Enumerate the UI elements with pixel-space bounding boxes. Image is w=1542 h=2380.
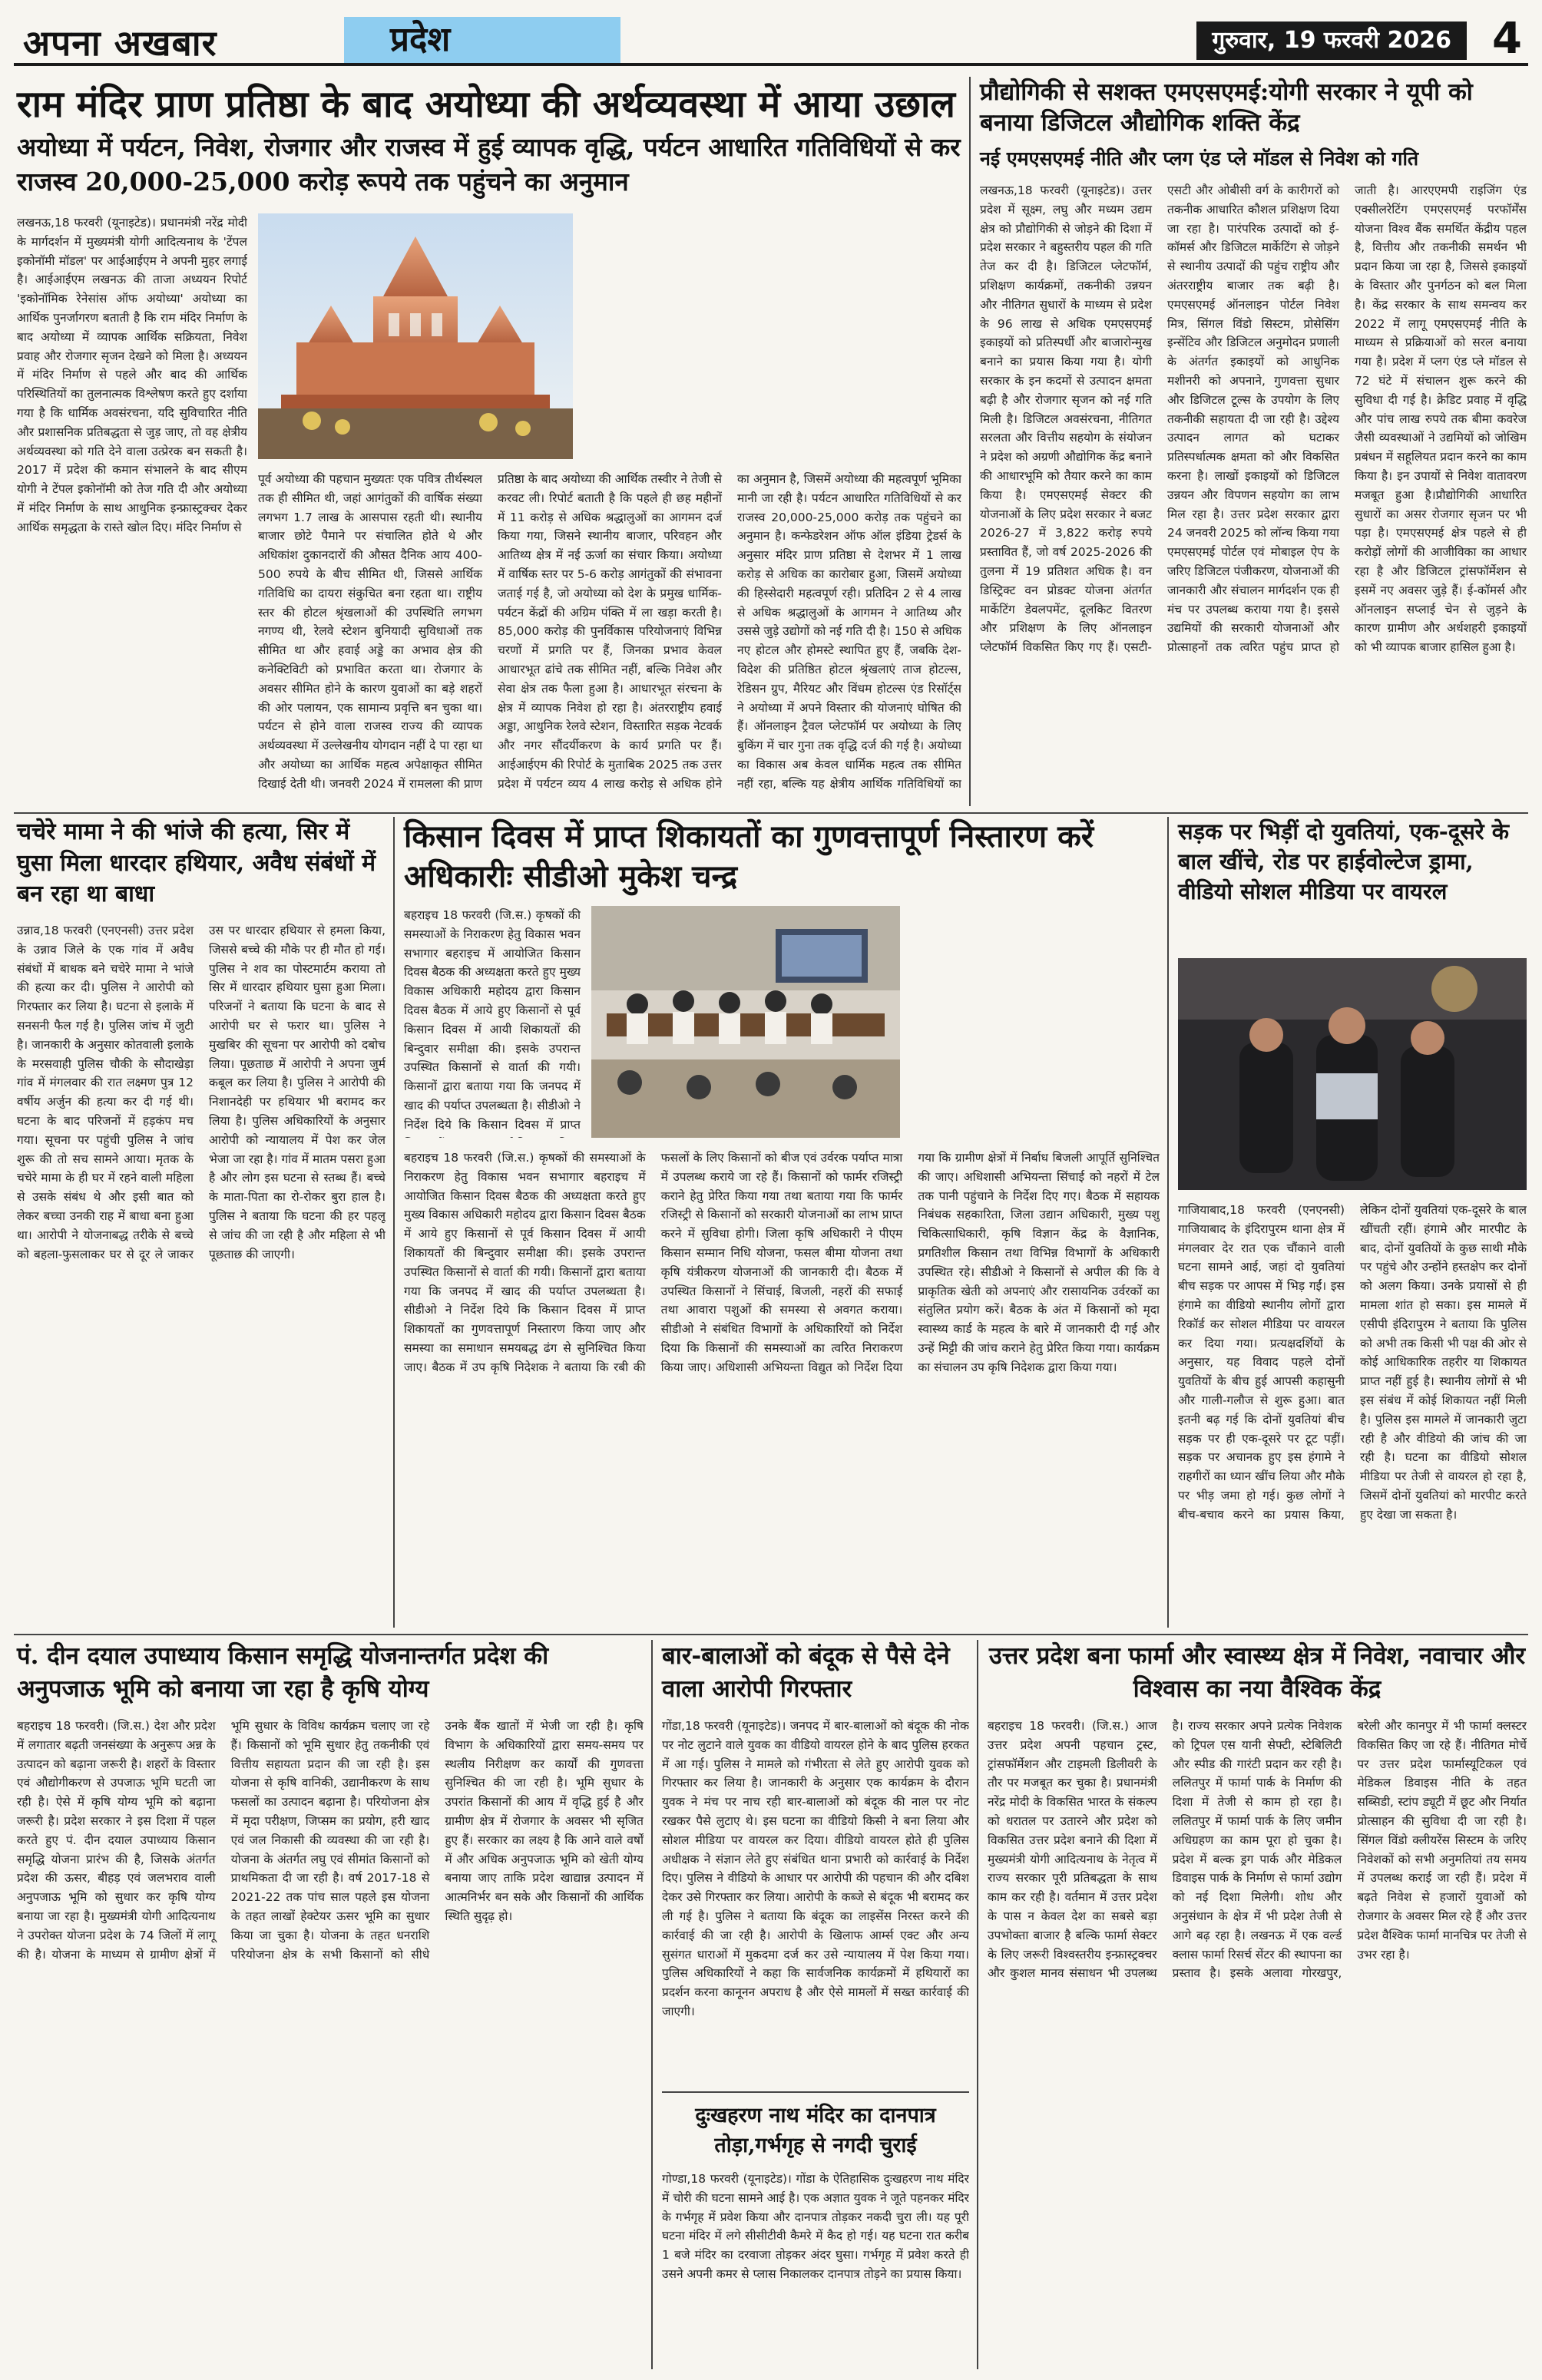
story4-body-lead: बहराइच 18 फरवरी (जि.स.) कृषकों की समस्याओं के निराकरण हेतु विकास भवन सभागार बहराइच में आयोजित किसान दिवस बैठक की अध्यक्षता करते हुए मुख्य विकास अधिकारी महोदय द्वारा किसान दिवस बैठक में आये हुए किसानों से पूर्व किसान दिवस में आयी शिकायतों की बिन्दुवार समीक्षा की। इसके उपरान्त उपस्थित किसानों से वार्ता की गयी। किसानों द्वारा बताया गया कि जनपद में खाद की पर्याप्त उपलब्धता है। सीडीओ ने निर्देश दिये कि किसान दिवस में प्राप्त <box>404 908 581 1132</box>
road-fight-photo <box>1178 958 1527 1190</box>
story5-body: गाजियाबाद,18 फरवरी (एनएनसी) गाजियाबाद के इंदिरापुरम थाना क्षेत्र में मंगलवार देर रात एक चौंकाने वाली घटना सामने आई, जहां दो युवतियां बीच सड़क पर आपस में भिड़ गईं। इस हंगामे का वीडियो स्थानीय लोगों द्वारा रिकॉर्ड कर सोशल मीडिया पर वायरल कर दिया गया। प्रत्यक्षदर्शियों के अनुसार, यह विवाद पहले दोनों युवतियों के बीच हुई आपसी कहासुनी और गाली-गलौज से शुरू हुआ। बात इतनी बढ़ गई कि दोनों युवतियां बीच सड़क पर ही एक-दूसरे पर टूट पड़ीं। सड़क पर अचानक हुए इस हंगामे ने राहगीरों का ध्यान खींच लिया और मौके पर भीड़ जमा हो गई। कुछ लोगों ने बीच-बचाव करने का प्रयास किया, लेकिन दोनों युवतियां एक-दूसरे के बाल खींचती रहीं। हंगामे और मारपीट के बाद, दोनों युवतियों के कुछ साथी मौके पर पहुंचे और उन्होंने हस्तक्षेप कर दोनों को अलग किया। उनके प्रयासों से ही मामला शांत हो सका। इस मामले में एसीपी इंदिरापुरम ने बताया कि पुलिस को अभी तक किसी भी पक्ष की ओर से कोई आधिकारिक तहरीर या शिकायत प्राप्त नहीं हुई है। स्थानीय लोगों से भी इस संबंध में कोई शिकायत नहीं मिली है। पुलिस इस मामले में जानकारी जुटा रही है और वीडियो की जांच की जा रही है। घटना का वीडियो सोशल मीडिया पर तेजी से वायरल हो रहा है, जिसमें दोनों युवतियां को मारपीट करते हुए देखा जा सकता है। <box>1178 1203 1527 1522</box>
story6-body: बहराइच 18 फरवरी। (जि.स.) देश और प्रदेश में लगातार बढ़ती जनसंख्या के अनुरूप अन्न के उत्पादन को बढ़ाना जरूरी है। शहरों के विस्तार एवं औद्योगीकरण से उपजाऊ भूमि घटती जा रही है। ऐसे में कृषि योग्य भूमि को बढ़ाना जरूरी है। प्रदेश सरकार ने इस दिशा में पहल करते हुए पं. दीन दयाल उपाध्याय किसान समृद्धि योजना प्रारंभ की है, जिसके अंतर्गत प्रदेश की ऊसर, बीहड़ एवं जलभराव वाली अनुपजाऊ भूमि को सुधार कर कृषि योग्य बनाया जा रहा है। मुख्यमंत्री योगी आदित्यनाथ ने उपरोक्त योजना प्रदेश के 74 जिलों में लागू की है। योजना के माध्यम से ग्रामीण क्षेत्रों में भूमि सुधार के विविध कार्यक्रम चलाए जा रहे हैं। किसानों को भूमि सुधार हेतु तकनीकी एवं वित्तीय सहायता प्रदान की जा रही है। इस योजना से कृषि वानिकी, उद्यानीकरण के साथ फसलों का उत्पादन बढ़ाना है। परियोजना क्षेत्र में मृदा परीक्षण, जिप्सम का प्रयोग, हरी खाद एवं जल निकासी की व्यवस्था की जा रही है। योजना के अंतर्गत लघु एवं सीमांत किसानों को प्राथमिकता दी जा रही है। वर्ष 2017-18 से 2021-22 तक पांच साल पहले इस योजना के तहत लाखों हेक्टेयर ऊसर भूमि का सुधार किया जा चुका है। योजना के तहत धनराशि परियोजना क्षेत्र के सभी किसानों को सीधे उनके बैंक खातों में भेजी जा रही है। कृषि विभाग के अधिकारियों द्वारा समय-समय पर स्थलीय निरीक्षण कर कार्यों की गुणवत्ता सुनिश्चित की जा रही है। भूमि सुधार के उपरांत किसानों की आय में वृद्धि हुई है और ग्रामीण क्षेत्र में रोजगार के अवसर भी सृजित हुए हैं। सरकार का लक्ष्य है कि आने वाले वर्षों में और अधिक अनुपजाऊ भूमि को खेती योग्य बनाया जाए ताकि प्रदेश खाद्यान्न उत्पादन में आत्मनिर्भर बन सके और किसानों की आर्थिक स्थिति सुदृढ़ हो। <box>17 1719 644 1962</box>
ram-temple-illustration <box>258 213 573 459</box>
issue-date: गुरुवार, 19 फरवरी 2026 <box>1196 21 1467 60</box>
ram-temple-photo <box>258 213 573 459</box>
story1-headline: राम मंदिर प्राण प्रतिष्ठा के बाद अयोध्या की अर्थव्यवस्था में आया उछाल <box>17 83 955 126</box>
story2-headline: प्रौद्योगिकी से सशक्त एमएसएमई:योगी सरकार ने यूपी को बनाया डिजिटल औद्योगिक शक्ति केंद्र <box>980 78 1473 137</box>
column-divider <box>393 817 395 1628</box>
meeting-photo <box>591 906 900 1138</box>
story8-headline: दुःखहरण नाथ मंदिर का दानपात्र तोड़ा,गर्भगृह से नगदी चुराई <box>695 2104 936 2158</box>
story3-body: उन्नाव,18 फरवरी (एनएनसी) उत्तर प्रदेश के उन्नाव जिले के एक गांव में अवैध संबंधों में बाधक बने चचेरे मामा ने भांजे की हत्या कर दी। पुलिस ने आरोपी को गिरफ्तार कर लिया है। घटना से इलाके में सनसनी फैल गई है। पुलिस जांच में जुटी है। जानकारी के अनुसार कोतवाली इलाके के मरसवाही पुलिस चौकी के सौदाखेड़ा गांव में मंगलवार की रात लक्ष्मण पुत्र 12 वर्षीय अर्जुन की हत्या कर दी गई थी। घटना के बाद परिजनों में हड़कंप मच गया। सूचना पर पहुंची पुलिस ने जांच शुरू की तो सच सामने आया। मृतक के चचेरे मामा के ही घर में रहने वाली महिला से उसके संबंध थे और इसी बात को लेकर बच्चा उनकी राह में बाधा बना हुआ था। आरोपी ने योजनाबद्ध तरीके से बच्चे को बहला-फुसलाकर घर से दूर ले जाकर उस पर धारदार हथियार से हमला किया, जिससे बच्चे की मौके पर ही मौत हो गई। पुलिस ने शव का पोस्टमार्टम कराया तो सिर में धारदार हथियार घुसा हुआ मिला। परिजनों ने बताया कि घटना के बाद से आरोपी घर से फरार था। पुलिस ने मुखबिर की सूचना पर आरोपी को दबोच लिया। पूछताछ में आरोपी ने अपना जुर्म कबूल कर लिया है। पुलिस ने आरोपी की निशानदेही पर हथियार भी बरामद कर लिया है। पुलिस अधिकारियों के अनुसार आरोपी को न्यायालय में पेश कर जेल भेजा जा रहा है। गांव में मातम पसरा हुआ है और लोग इस घटना से स्तब्ध हैं। बच्चे के माता-पिता का रो-रोकर बुरा हाल है। पुलिस ने बताया कि घटना की हर पहलू से जांच की जा रही है और महिला से भी पूछताछ की जाएगी। <box>17 924 386 1261</box>
story9-headline: उत्तर प्रदेश बना फार्मा और स्वास्थ्य क्षेत्र में निवेश, नवाचार और विश्वास का नया वैश्विक केंद्र <box>988 1642 1526 1704</box>
story-divider <box>662 2091 969 2093</box>
road-fight-illustration <box>1178 958 1527 1190</box>
column-divider <box>969 77 971 806</box>
story2-body: लखनऊ,18 फरवरी (यूनाइटेड)। उत्तर प्रदेश में सूक्ष्म, लघु और मध्यम उद्यम क्षेत्र को प्रौद्योगिकी से जोड़ने की दिशा में प्रदेश सरकार ने बहुस्तरीय पहल की गति तेज कर दी है। डिजिटल प्लेटफॉर्म, प्रशिक्षण कार्यक्रमों, तकनीकी उन्नयन और नीतिगत सुधारों के माध्यम से प्रदेश के 96 लाख से अधिक एमएसएमई इकाइयों को प्रतिस्पर्धी और बाजारोन्मुख बनाने का प्रयास किया गया है। योगी सरकार के इन कदमों से उत्पादन क्षमता बढ़ी है और रोजगार सृजन को नई गति मिली है। डिजिटल अवसंरचना, नीतिगत सरलता और वित्तीय सहयोग के संयोजन ने प्रदेश को अग्रणी औद्योगिक केंद्र बनाने की आधारभूमि को तैयार करने का काम किया है। एमएसएमई सेक्टर की योजनाओं के लिए प्रदेश सरकार ने बजट 2026-27 में 3,822 करोड़ रुपये प्रस्तावित हैं, जो वर्ष 2025-2026 की तुलना में 19 प्रतिशत अधिक है। वन डिस्ट्रिक्ट वन प्रोडक्ट योजना अंतर्गत मार्केटिंग डेवलपमेंट, दूलकिट वितरण और प्रशिक्षण के लिए ऑनलाइन प्लेटफॉर्म विकसित किए गए हैं। एसटी-एसटी और ओबीसी वर्ग के कारीगरों को तकनीक आधारित कौशल प्रशिक्षण दिया जा रहा है। पारंपरिक उत्पादों को ई-कॉमर्स और डिजिटल मार्केटिंग से जोड़ने से स्थानीय उत्पादों की पहुंच राष्ट्रीय और अंतरराष्ट्रीय बाजार तक बढ़ी है। एमएसएमई ऑनलाइन पोर्टल निवेश मित्र, सिंगल विंडो सिस्टम, प्रोसेसिंग इन्सेंटिव और डिजिटल अनुमोदन प्रणाली के अंतर्गत इकाइयों को आधुनिक मशीनरी को अपनाने, गुणवत्ता सुधार और डिजिटल टूल्स के उपयोग के लिए तकनीकी सहायता दी जा रही है। उद्देश्य उत्पादन लागत को घटाकर प्रतिस्पर्धात्मक क्षमता को और विकसित करना है। लाखों इकाइयों को डिजिटल उन्नयन और विपणन सहयोग का लाभ मिल रहा है। उत्तर प्रदेश सरकार द्वारा 24 जनवरी 2025 को लॉन्च किया गया एमएसएमई पोर्टल एवं मोबाइल ऐप के जरिए डिजिटल पंजीकरण, योजनाओं की जानकारी और संचालन मार्गदर्शन एक ही मंच पर उपलब्ध कराया गया है। इससे उद्यमियों की सरकारी योजनाओं और प्रोत्साहनों तक त्वरित पहुंच प्राप्त हो जाती है। आरएएमपी राइजिंग एंड एक्सीलरेटिंग एमएसएमई परफॉर्मेंस योजना विश्व बैंक समर्थित केंद्रीय पहल है, वित्तीय और तकनीकी समर्थन भी प्रदान किया जा रहा है, जिससे इकाइयों के विस्तार और पुनर्गठन को बल मिला है। केंद्र सरकार के साथ समन्वय कर 2022 में लागू एमएसएमई नीति के माध्यम से प्रक्रियाओं को सरल बनाया गया है। प्रदेश में प्लग एंड प्ले मॉडल से 72 घंटे में संचालन शुरू करने की सुविधा दी गई है। क्रेडिट प्रवाह में वृद्धि और पांच लाख रुपये तक बीमा कवरेज जैसी व्यवस्थाओं ने उद्यमियों को जोखिम प्रबंधन में सहूलियत प्रदान करने का काम किया है। इन उपायों से निवेश वातावरण मजबूत हुआ है।प्रौद्योगिकी आधारित सुधारों का असर रोजगार सृजन पर भी पड़ा है। एमएसएमई क्षेत्र पहले से ही करोड़ों लोगों की आजीविका का आधार रहा है और डिजिटल ट्रांसफॉर्मेशन से इसमें नए अवसर जुड़े हैं। ई-कॉमर्स और ऑनलाइन सप्लाई चेन से जुड़ने के कारण ग्रामीण और अर्धशहरी इकाइयों को भी व्यापक बाजार हासिल हुआ है। <box>980 183 1527 655</box>
column-divider <box>977 1640 978 2369</box>
section-divider <box>14 1634 1528 1635</box>
story1-lead: लखनऊ,18 फरवरी (यूनाइटेड)। प्रधानमंत्री नरेंद्र मोदी के मार्गदर्शन में मुख्यमंत्री योगी आदित्यनाथ के 'टेंपल इकोनॉमी मॉडल' पर आईआईएम ने अपनी मुहर लगाई है। आईआईएम लखनऊ की ताजा अध्ययन रिपोर्ट 'इकोनॉमिक रेनेसांस ऑफ अयोध्या' अयोध्या का आर्थिक पुनर्जागरण बताती है कि राम मंदिर निर्माण के बाद अयोध्या में व्यापक आर्थिक सक्रियता, निवेश प्रवाह और रोजगार सृजन देखने को मिला है। अध्ययन में मंदिर निर्माण से पहले और बाद की आर्थिक परिस्थितियों का तुलनात्मक विश्लेषण करते हुए दर्शाया गया है कि धार्मिक अवसंरचना, यदि सुविचारित नीति और प्रशासनिक प्रतिबद्धता से जुड़ जाए, तो वह क्षेत्रीय अर्थव्यवस्था को गति देने वाला उत्प्रेरक बन सकती है। 2017 में प्रदेश की कमान संभालने के बाद सीएम योगी ने टेंपल इकोनॉमी को तेज गति दी और अयोध्या में मंदिर निर्माण के साथ आधुनिक इन्फ्रास्ट्रक्चर देकर आर्थिक समृद्धता के रास्ते खोल दिए। मंदिर निर्माण से <box>17 216 247 534</box>
story4-body: बहराइच 18 फरवरी (जि.स.) कृषकों की समस्याओं के निराकरण हेतु विकास भवन सभागार बहराइच में आयोजित किसान दिवस बैठक की अध्यक्षता करते हुए मुख्य विकास अधिकारी महोदय द्वारा किसान दिवस बैठक में आये हुए किसानों से पूर्व किसान दिवस में आयी शिकायतों की बिन्दुवार समीक्षा की। इसके उपरान्त उपस्थित किसानों से वार्ता की गयी। किसानों द्वारा बताया गया कि जनपद में खाद की पर्याप्त उपलब्धता है। सीडीओ ने निर्देश दिये कि किसान दिवस में प्राप्त शिकायतों का गुणवत्तापूर्ण निस्तारण किया जाए और समस्या का समाधान समयबद्ध ढंग से सुनिश्चित किया जाए। बैठक में उप कृषि निदेशक ने बताया कि रबी की फसलों के लिए किसानों को बीज एवं उर्वरक पर्याप्त मात्रा में उपलब्ध कराये जा रहे हैं। किसानों को फार्मर रजिस्ट्री कराने हेतु प्रेरित किया गया तथा बताया गया कि फार्मर रजिस्ट्री से किसानों को सरकारी योजनाओं का लाभ प्राप्त करने में सुविधा होगी। जिला कृषि अधिकारी ने पीएम किसान सम्मान निधि योजना, फसल बीमा योजना तथा कृषि यंत्रीकरण योजनाओं की जानकारी दी। बैठक में उपस्थित किसानों ने सिंचाई, बिजली, नहरों की सफाई तथा आवारा पशुओं की समस्या से अवगत कराया। सीडीओ ने संबंधित विभागों के अधिकारियों को निर्देश दिया कि किसानों की समस्याओं का त्वरित निराकरण किया जाए। अधिशासी अभियन्ता विद्युत को निर्देश दिया गया कि ग्रामीण क्षेत्रों में निर्बाध बिजली आपूर्ति सुनिश्चित की जाए। अधिशासी अभियन्ता सिंचाई को नहरों में टेल तक पानी पहुंचाने के निर्देश दिए गए। बैठक में सहायक निबंधक सहकारिता, जिला उद्यान अधिकारी, मुख्य पशु चिकित्साधिकारी, कृषि विज्ञान केंद्र के वैज्ञानिक, प्रगतिशील किसान तथा विभिन्न विभागों के अधिकारी उपस्थित रहे। सीडीओ ने किसानों से अपील की कि वे प्राकृतिक खेती को अपनाएं और रासायनिक उर्वरकों का संतुलित प्रयोग करें। बैठक के अंत में किसानों को मृदा स्वास्थ्य कार्ड के महत्व के बारे में जानकारी दी गई और उन्हें मिट्टी की जांच कराने हेतु प्रेरित किया गया। कार्यक्रम का संचालन उप कृषि निदेशक द्वारा किया गया। <box>404 1151 1160 1374</box>
page-number: 4 <box>1492 14 1522 64</box>
section-label: प्रदेश <box>344 17 620 63</box>
column-divider <box>1167 817 1169 1628</box>
story1-body: पूर्व अयोध्या की पहचान मुख्यतः एक पवित्र तीर्थस्थल तक ही सीमित थी, जहां आगंतुकों की वार्षिक संख्या लगभग 1.7 लाख के आसपास रहती थी। स्थानीय बाजार छोटे पैमाने पर संचालित होते थे और अधिकांश दुकानदारों की औसत दैनिक आय 400-500 रुपये के बीच सीमित थी, जिससे आर्थिक गतिविधि का दायरा संकुचित बना रहता था। राष्ट्रीय स्तर की होटल श्रृंखलाओं की उपस्थिति लगभग नगण्य थी, रेलवे स्टेशन बुनियादी सुविधाओं तक सीमित था और हवाई अड्डे का अभाव क्षेत्र की कनेक्टिविटी को प्रभावित करता था। रोजगार के अवसर सीमित होने के कारण युवाओं का बड़े शहरों की ओर पलायन, एक सामान्य प्रवृत्ति बन चुका था। पर्यटन से होने वाला राजस्व राज्य की व्यापक अर्थव्यवस्था में उल्लेखनीय योगदान नहीं दे पा रहा था और अयोध्या का आर्थिक महत्व अपेक्षाकृत सीमित दिखाई देती थी। जनवरी 2024 में रामलला की प्राण प्रतिष्ठा के बाद अयोध्या की आर्थिक तस्वीर ने तेजी से करवट ली। रिपोर्ट बताती है कि पहले ही छह महीनों में 11 करोड़ से अधिक श्रद्धालुओं का आगमन दर्ज किया गया, जिसने स्थानीय बाजार, परिवहन और आतिथ्य क्षेत्र में नई ऊर्जा का संचार किया। अयोध्या में वार्षिक स्तर पर 5-6 करोड़ आगंतुकों की संभावना जताई गई है, जो अयोध्या को देश के प्रमुख धार्मिक-पर्यटन केंद्रों की अग्रिम पंक्ति में ला खड़ा करती है। 85,000 करोड़ की पुनर्विकास परियोजनाएं विभिन्न चरणों में प्रगति पर हैं, जिनका प्रभाव केवल आधारभूत ढांचे तक सीमित नहीं, बल्कि निवेश और सेवा क्षेत्र तक फैला हुआ है। आधारभूत संरचना के क्षेत्र में व्यापक निवेश हो रहा है। अंतरराष्ट्रीय हवाई अड्डा, आधुनिक रेलवे स्टेशन, विस्तारित सड़क नेटवर्क और नगर सौंदर्यीकरण के कार्य प्रगति पर हैं। आईआईएम की रिपोर्ट के मुताबिक 2025 तक उत्तर प्रदेश में पर्यटन व्यय 4 लाख करोड़ से अधिक होने का अनुमान है, जिसमें अयोध्या की महत्वपूर्ण भूमिका मानी जा रही है। पर्यटन आधारित गतिविधियों से कर राजस्व 20,000-25,000 करोड़ तक पहुंचने का अनुमान है। कन्फेडरेशन ऑफ ऑल इंडिया ट्रेडर्स के अनुसार मंदिर प्राण प्रतिष्ठा से देशभर में 1 लाख करोड़ से अधिक का कारोबार हुआ, जिसमें अयोध्या की हिस्सेदारी महत्वपूर्ण रही। प्रतिदिन 2 से 4 लाख से अधिक श्रद्धालुओं के आगमन ने आतिथ्य और उससे जुड़े उद्योगों को नई गति दी है। 150 से अधिक नए होटल और होमस्टे स्थापित हुए हैं, जबकि देश-विदेश की प्रतिष्ठित होटल श्रृंखलाएं ताज होटल्स, रेडिसन ग्रुप, मैरियट और विंधम होटल्स एंड रिसॉर्ट्स ने अयोध्या में अपने विस्तार की योजनाएं घोषित की हैं। ऑनलाइन ट्रैवल प्लेटफॉर्म पर अयोध्या के लिए बुकिंग में चार गुना तक वृद्धि दर्ज की गई है। अयोध्या का विकास अब केवल धार्मिक महत्व तक सीमित नहीं रहा, बल्कि यह क्षेत्रीय आर्थिक गतिविधियों का <box>258 472 961 791</box>
story1-subhead: अयोध्या में पर्यटन, निवेश, रोजगार और राजस्व में हुई व्यापक वृद्धि, पर्यटन आधारित गतिविधियों से कर राजस्व 20,000-25,000 करोड़ रूपये तक पहुंचने का अनुमान <box>17 132 961 197</box>
section-divider <box>14 812 1528 814</box>
meeting-illustration <box>591 906 900 1138</box>
story6-headline: पं. दीन दयाल उपाध्याय किसान समृद्धि योजनान्तर्गत प्रदेश की अनुपजाऊ भूमि को बनाया जा रहा है कृषि योग्य <box>17 1642 549 1704</box>
story4-headline: किसान दिवस में प्राप्त शिकायतों का गुणवत्तापूर्ण निस्तारण करें अधिकारीः सीडीओ मुकेश चन्द्र <box>404 818 1094 894</box>
story8-body: गोण्डा,18 फरवरी (यूनाइटेड)। गोंडा के ऐतिहासिक दुःखहरण नाथ मंदिर में चोरी की घटना सामने आई है। एक अज्ञात युवक ने जूते पहनकर मंदिर के गर्भगृह में प्रवेश किया और दानपात्र तोड़कर नकदी चुरा ली। यह पूरी घटना मंदिर में लगे सीसीटीवी कैमरे में कैद हो गई। यह घटना रात करीब 1 बजे मंदिर का दरवाजा तोड़कर अंदर घुसा। गर्भगृह में प्रवेश करते ही उसने अपनी कमर से प्लास निकालकर दानपात्र तोड़ने का प्रयास किया। <box>662 2172 969 2281</box>
story5-headline: सड़क पर भिड़ीं दो युवतियां, एक-दूसरे के बाल खींचे, रोड पर हाईवोल्टेज ड्रामा, वीडियो सोशल मीडिया पर वायरल <box>1178 818 1510 905</box>
story2-subhead: नई एमएसएमई नीति और प्लग एंड प्ले मॉडल से निवेश को गति <box>980 147 1419 170</box>
newspaper-brand: अपना अखबार <box>23 22 217 64</box>
story7-body: गोंडा,18 फरवरी (यूनाइटेड)। जनपद में बार-बालाओं को बंदूक की नोक पर नोट लुटाने वाले युवक का वीडियो वायरल होने के बाद पुलिस हरकत में आ गई। पुलिस ने मामले को गंभीरता से लेते हुए आरोपी युवक को गिरफ्तार कर लिया है। जानकारी के अनुसार एक कार्यक्रम के दौरान युवक ने मंच पर नाच रही बार-बालाओं को बंदूक की नाल पर नोट रखकर पैसे लुटाए थे। इस घटना का वीडियो किसी ने बना लिया और सोशल मीडिया पर वायरल कर दिया। वीडियो वायरल होते ही पुलिस अधीक्षक ने संज्ञान लेते हुए संबंधित थाना प्रभारी को कार्रवाई के निर्देश दिए। पुलिस ने वीडियो के आधार पर आरोपी की पहचान की और दबिश देकर उसे गिरफ्तार कर लिया। आरोपी के कब्जे से बंदूक भी बरामद कर ली गई है। पुलिस ने बताया कि बंदूक का लाइसेंस निरस्त करने की कार्रवाई की जा रही है। आरोपी के खिलाफ आर्म्स एक्ट और अन्य सुसंगत धाराओं में मुकदमा दर्ज कर उसे न्यायालय में पेश किया गया। पुलिस अधिकारियों ने कहा कि सार्वजनिक कार्यक्रमों में हथियारों का प्रदर्शन करना कानूनन अपराध है और ऐसे मामलों में सख्त कार्रवाई की जाएगी। <box>662 1719 969 2018</box>
masthead <box>14 14 1528 66</box>
story3-headline: चचेरे मामा ने की भांजे की हत्या, सिर में घुसा मिला धारदार हथियार, अवैध संबंधों में बन रहा था बाधा <box>17 818 376 907</box>
column-divider <box>651 1640 653 2369</box>
story9-body: बहराइच 18 फरवरी। (जि.स.) आज उत्तर प्रदेश अपनी पहचान ट्रस्ट, ट्रांसफॉर्मेशन और टाइमली डिलीवरी के तौर पर मजबूत कर चुका है। प्रधानमंत्री नरेंद्र मोदी के विकसित भारत के संकल्प को धरातल पर उतारने और प्रदेश को विकसित उत्तर प्रदेश बनाने की दिशा में मुख्यमंत्री योगी आदित्यनाथ के नेतृत्व में राज्य सरकार पूरी प्रतिबद्धता के साथ काम कर रही है। वर्तमान में उत्तर प्रदेश के पास न केवल देश का सबसे बड़ा उपभोक्ता बाजार है बल्कि फार्मा सेक्टर के लिए जरूरी विश्वस्तरीय इन्फ्रास्ट्रक्चर और कुशल मानव संसाधन भी उपलब्ध है। राज्य सरकार अपने प्रत्येक निवेशक को ट्रिपल एस यानी सेफ्टी, स्टेबिलिटी और स्पीड की गारंटी प्रदान कर रही है। ललितपुर में फार्मा पार्क के निर्माण की दिशा में तेजी से काम हो रहा है। ललितपुर में फार्मा पार्क के लिए जमीन अधिग्रहण का काम पूरा हो चुका है। प्रदेश में बल्क ड्रग पार्क और मेडिकल डिवाइस पार्क के निर्माण से फार्मा उद्योग को नई दिशा मिलेगी। शोध और अनुसंधान के क्षेत्र में भी प्रदेश तेजी से आगे बढ़ रहा है। लखनऊ में एक वर्ल्ड क्लास फार्मा रिसर्च सेंटर की स्थापना का प्रस्ताव है। इसके अलावा गोरखपुर, बरेली और कानपुर में भी फार्मा क्लस्टर विकसित किए जा रहे हैं। नीतिगत मोर्चे पर उत्तर प्रदेश फार्मास्यूटिकल एवं मेडिकल डिवाइस नीति के तहत सब्सिडी, स्टांप ड्यूटी में छूट और निर्यात प्रोत्साहन की सुविधा दी जा रही है। सिंगल विंडो क्लीयरेंस सिस्टम के जरिए निवेशकों को सभी अनुमतियां तय समय में उपलब्ध कराई जा रही हैं। प्रदेश में बढ़ते निवेश से हजारों युवाओं को रोजगार के अवसर मिल रहे हैं और उत्तर प्रदेश वैश्विक फार्मा मानचित्र पर तेजी से उभर रहा है। <box>988 1719 1527 1981</box>
story7-headline: बार-बालाओं को बंदूक से पैसे देने वाला आरोपी गिरफ्तार <box>662 1642 950 1704</box>
